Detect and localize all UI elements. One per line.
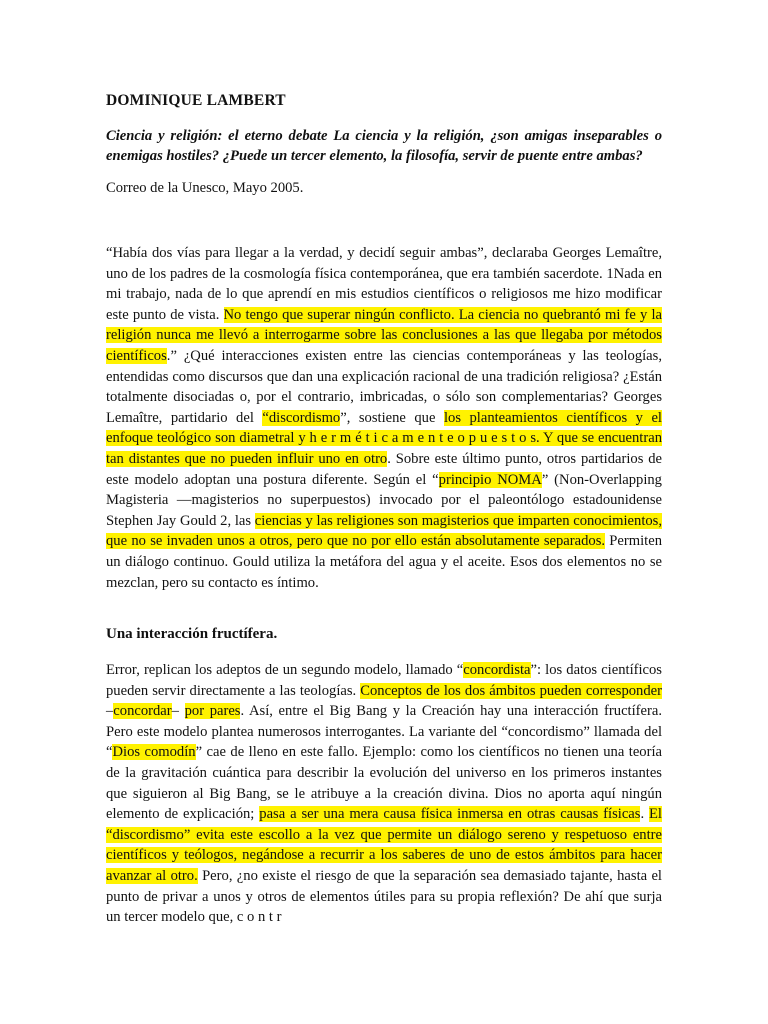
text-run: ”, sostiene que [340, 409, 444, 426]
text-run: . [640, 806, 650, 823]
text-run: Permiten un diálogo continuo. Gould utiliza la metáfora del agua y el aceite. Esos dos elementos no se mezclan, pero su contacto es íntimo. [106, 533, 662, 591]
text-run: “Había dos vías para llegar a la verdad, y decidí seguir ambas”, declaraba Georges Lemaître, uno de los padres de la cosmología física contemporánea, que era también sacerdote. 1Nada en mi trabajo, nada de lo que aprendí en mis estudios científicos o religiosos me hizo modificar este punto de vista. [106, 245, 662, 323]
highlighted-text: ciencias y las religiones son magisterios que imparten conocimientos, que no se invaden unos a otros, pero que no por ello están absolutamente separados. [106, 512, 662, 550]
highlighted-text: principio NOMA [438, 471, 542, 488]
highlighted-text: los planteamientos científicos y el enfoque teológico son diametral y h e r m é t i c a m e n t e o p u e s t o s. Y que se encuentran tan distantes que no pueden influir uno en otro [106, 409, 662, 467]
highlighted-text: por pares [184, 703, 241, 720]
body-paragraph-2 [106, 660, 662, 928]
text-run: – [106, 703, 114, 720]
highlighted-text: Dios comodín [112, 744, 196, 761]
highlighted-text: El “discordismo” evita este escollo a la vez que permite un diálogo sereno y respetuoso entre científicos y teólogos, negándose a recurrir a los saberes de uno de estos ámbitos para hacer avanzar al otro. [106, 806, 662, 884]
body-paragraph-1 [106, 243, 662, 593]
highlighted-text: concordar [113, 703, 172, 720]
text-run: – [171, 703, 185, 720]
text-run: . Sobre este último punto, otros partidarios de este modelo adoptan una postura diferente. Según el “ [106, 450, 663, 488]
text-run: ”: los datos científicos pueden servir directamente a las teologías. [106, 662, 662, 699]
text-run: ” (Non-Overlapping Magisteria —magisterios no superpuestos) invocado por el paleontólogo estadounidense Stephen Jay Gould 2, las [106, 471, 662, 529]
article-subtitle: Ciencia y religión: el eterno debate La ciencia y la religión, ¿son amigas inseparables o enemigas hostiles? ¿Puede un tercer elemento, la filosofía, servir de puente entre ambas? [106, 128, 662, 164]
text-run: ” cae de lleno en este fallo. Ejemplo: como los científicos no tienen una teoría de la gravitación cuántica para describir la evolución del universo en los primeros instantes que siguieron al Big Bang, se le atribuye a la creación divina. Dios no aporta aquí ningún elemento de explicación; [106, 744, 662, 823]
highlighted-text: No tengo que superar ningún conflicto. La ciencia no quebrantó mi fe y la religión nunca me llevó a interrogarme sobre las conclusiones a las que llegaba por métodos científicos [106, 306, 662, 364]
author-name: DOMINIQUE LAMBERT [106, 92, 286, 109]
text-run: Pero, ¿no existe el riesgo de que la separación sea demasiado tajante, hasta el punto de privar a unos y otros de elementos útiles para su propia reflexión? De ahí que surja un tercer modelo que, c o n t r [106, 867, 662, 926]
text-run: .” ¿Qué interacciones existen entre las ciencias contemporáneas y las teologías, entendidas como discursos que dan una explicación racional de una tradición religiosa? ¿Están totalmente disociadas o, por el contrario, imbricadas, o sólo son complementarias? Georges Lemaître, partidario del [106, 347, 662, 426]
text-run: Error, replican los adeptos de un segundo modelo, llamado “ [106, 662, 464, 678]
highlighted-text: pasa a ser una mera causa física inmersa en otras causas físicas [259, 806, 641, 823]
highlighted-text: “discordismo [262, 409, 341, 426]
highlighted-text: concordista [463, 662, 531, 678]
highlighted-text: Conceptos de los dos ámbitos pueden corresponder [360, 682, 662, 699]
source-citation: Correo de la Unesco, Mayo 2005. [106, 180, 304, 196]
text-run: . Así, entre el Big Bang y la Creación hay una interacción fructífera. Pero este modelo plantea numerosos interrogantes. La variante del “concordismo” llamada del “ [106, 703, 662, 761]
section-heading: Una interacción fructífera. [106, 626, 278, 642]
